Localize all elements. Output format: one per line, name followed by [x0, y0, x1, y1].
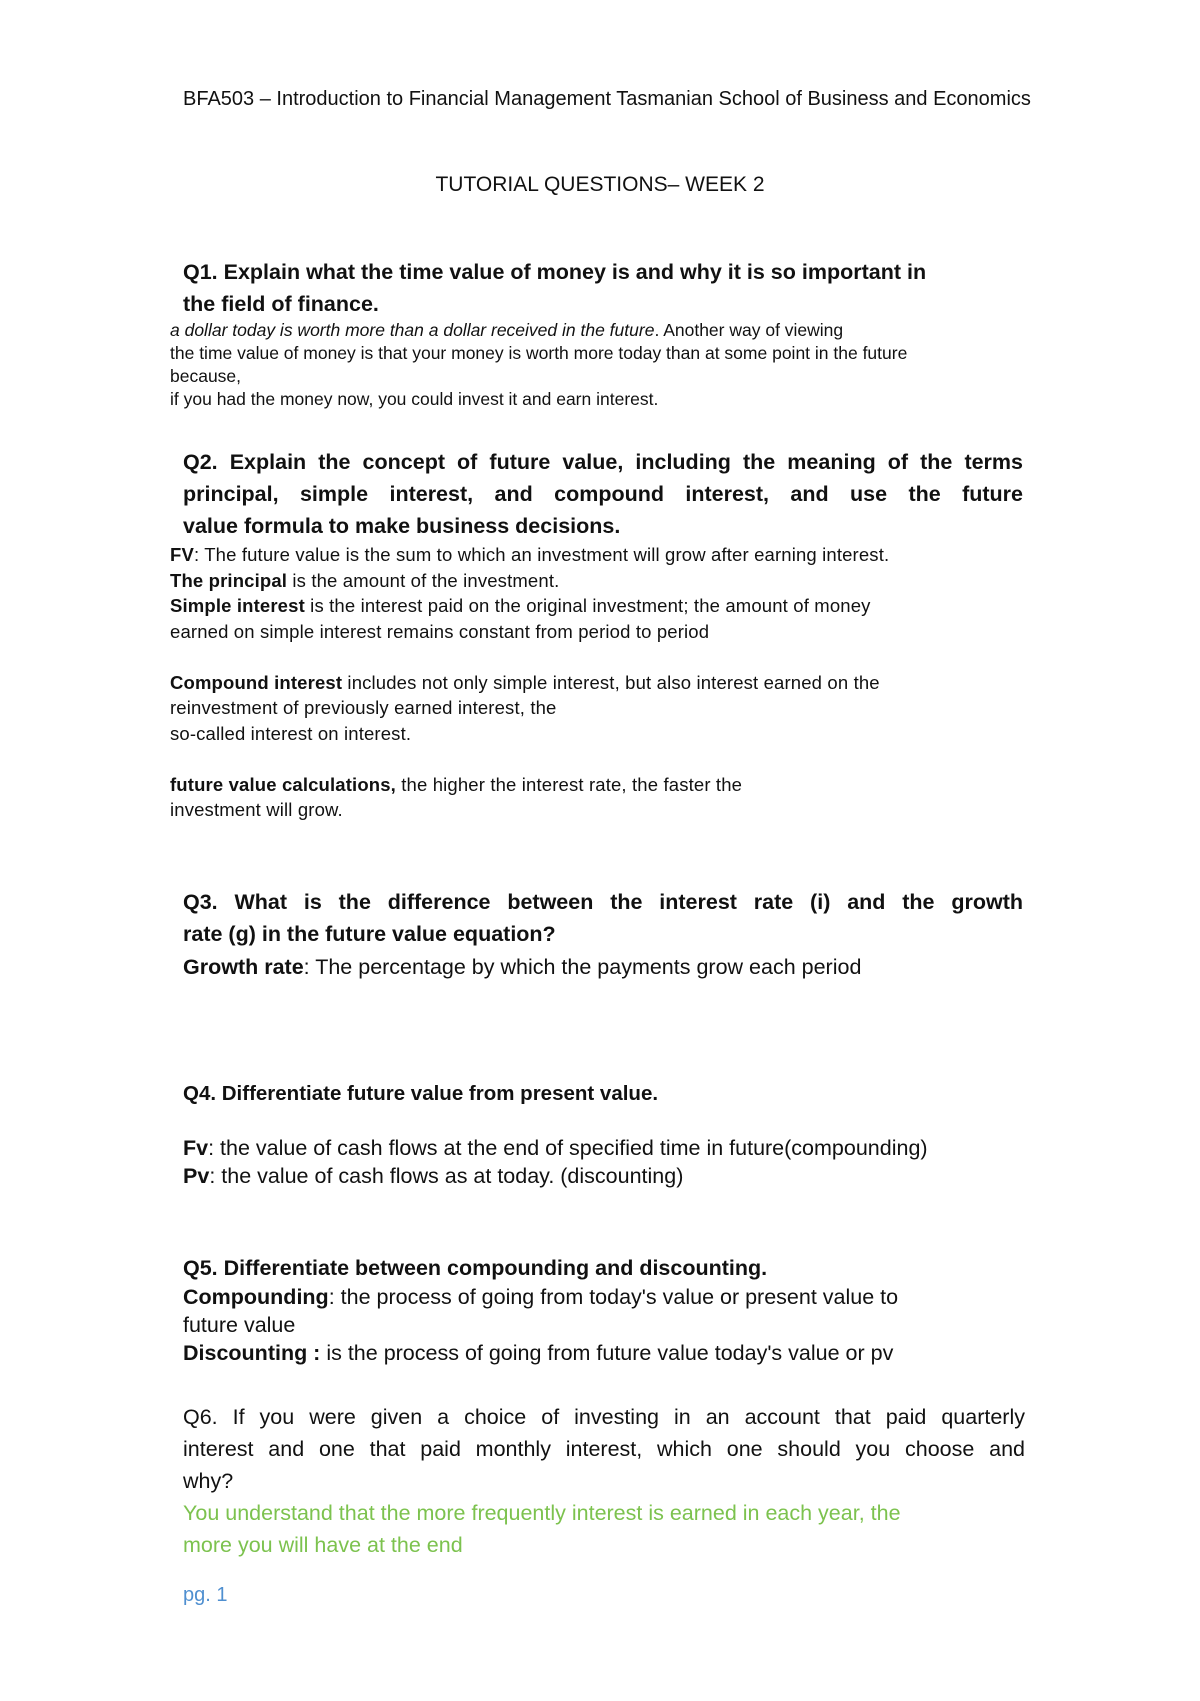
page-number: pg. 1: [183, 1584, 228, 1606]
q6-answer: You understand that the more frequently interest is earned in each year, the more you will have at the end: [183, 1501, 901, 1557]
q3-answer: Growth rate: The percentage by which the payments grow each period: [183, 955, 862, 979]
q5-question: Q5. Differentiate between compounding and discounting.: [183, 1256, 768, 1280]
q2-answer: FV: The future value is the sum to which an investment will grow after earning interest. The principal is the amount of the investment. Simple interest is the interest paid on the original investment; the amount of money earned on simple interest remains constant from period to period Compound interest includes not only simple interest, but also interest earned on the reinvestment of previously earned interest, the so-called interest on interest. future value calculations, the higher the interest rate, the faster the investment will grow.: [170, 544, 890, 820]
fv-term: FV: [170, 544, 194, 565]
discounting-term: Discounting :: [183, 1341, 321, 1365]
q5-answer: Compounding: the process of going from today's value or present value to future value Discounting : is the process of going from future value today's value or pv: [183, 1285, 899, 1365]
q2-question: Q2. Explain the concept of future value, including the meaning of the terms principal, simple interest, and compound interest, and use the future value formula to make business decisions.: [183, 450, 1023, 538]
q3-question: Q3. What is the difference between the interest rate (i) and the growth rate (g) in the future value equation?: [183, 890, 1023, 946]
q4-answer: Fv: the value of cash flows at the end of specified time in future(compounding) Pv: the value of cash flows as at today. (discounting): [183, 1136, 928, 1188]
q6-question: Q6. If you were given a choice of investing in an account that paid quarterly interest and one that paid monthly interest, which one should you choose and why?: [183, 1405, 1025, 1493]
q1-question: Q1. Explain what the time value of money is and why it is so important in the field of finance.: [183, 260, 927, 316]
q1-answer-italic: a dollar today is worth more than a dollar received in the future: [170, 320, 655, 340]
q1-answer: a dollar today is worth more than a dollar received in the future. Another way of viewing the time value of money is that your money is worth more today than at some point in the future because, if you had the money now, you could invest it and earn interest.: [170, 320, 908, 409]
fv-calculations-term: future value calculations,: [170, 773, 396, 795]
page-title: TUTORIAL QUESTIONS– WEEK 2: [435, 173, 765, 196]
compounding-term: Compounding: [183, 1285, 329, 1309]
q4-question: Q4. Differentiate future value from present value.: [183, 1082, 659, 1105]
page-header: BFA503 – Introduction to Financial Management Tasmanian School of Business and Economics: [183, 88, 1031, 110]
simple-interest-term: Simple interest: [170, 595, 305, 616]
principal-term: The principal: [170, 569, 288, 591]
compound-interest-term: Compound interest: [170, 671, 343, 693]
growth-rate-term: Growth rate: [183, 955, 304, 979]
pv-term-q4: Pv: [183, 1164, 210, 1188]
fv-term-q4: Fv: [183, 1136, 209, 1160]
